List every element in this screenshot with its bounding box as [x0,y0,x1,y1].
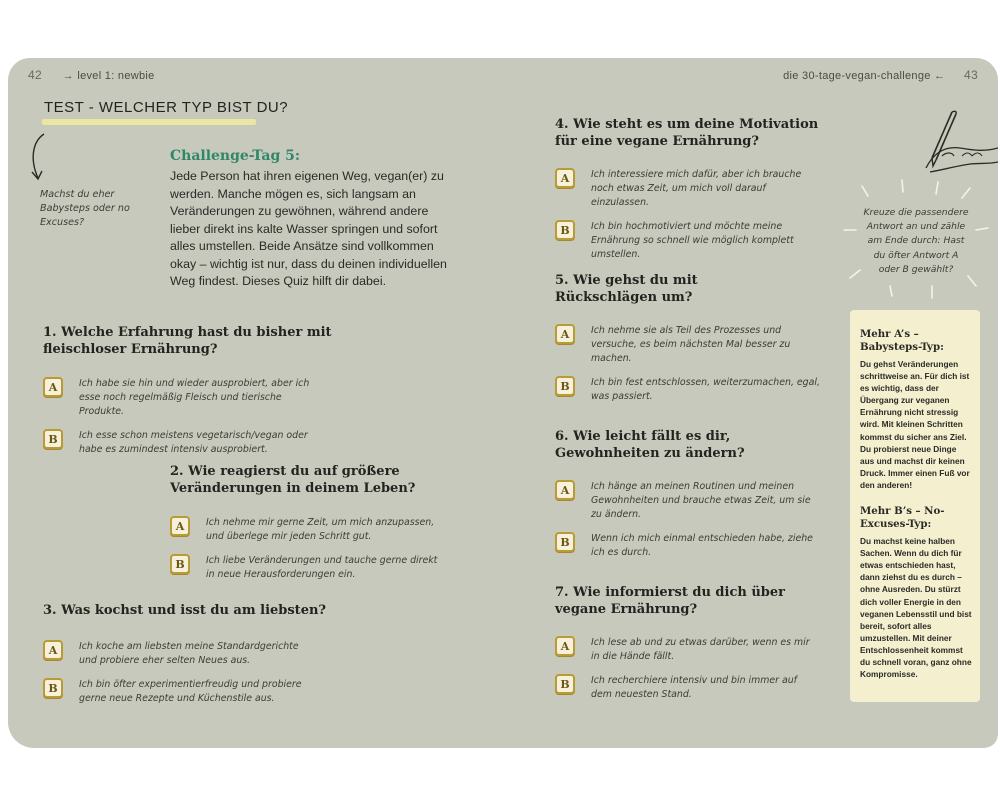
option-text: Ich habe sie hin und wieder ausprobiert, aber ich esse noch regelmäßig Fleisch und tierische Produkte. [79,378,310,417]
option-a[interactable] [555,636,835,664]
option-a[interactable] [555,324,835,366]
challenge-text: Jede Person hat ihren eigenen Weg, vegan(er) zu werden. Manche mögen es, sich langsam an Veränderungen zu gewöhnen, während andere lieber direkt ins kalte Wasser springen und sofort alles umstellen. Beide Ansätze sind vollkommen okay – wichtig ist nur, dass du deinen individuellen Weg findest. Dieses Quiz hilft dir dabei. [170,169,447,288]
question-3 [43,602,363,706]
question-text: 2. Wie reagierst du auf größere Veränderungen in deinem Leben? [170,464,416,496]
result-b-text: Du machst keine halben Sachen. Wenn du dich für etwas entschieden hast, dann ziehst du es durch – ohne Ausreden. Du stürzt dich voller Energie in den veganen Lebensstil und bist bereit, sofort alles umzustellen. Mit deiner Entschlossenheit kommst du schnell voran, ganz ohne Kompromisse. [860,536,972,680]
right-running-title: die 30-tage-vegan-challenge ← [783,70,946,82]
option-text: Ich nehme mir gerne Zeit, um mich anzupassen, und überlege mir jeden Schritt gut. [206,517,435,542]
option-a[interactable] [43,377,363,419]
writing-hand-icon [912,108,998,180]
left-running-title: → level 1: newbie [62,70,155,82]
answer-b-checkbox[interactable]: B [555,376,575,396]
result-a-text: Du gehst Veränderungen schrittweise an. Für dich ist es wichtig, dass der Übergang zur veganen Ernährung nicht stressig wird. Mit kleinen Schritten kommst du sicher ans Ziel. Du probierst neue Dinge aus und machst dir keinen Druck. Immer einen Fuß vor den anderen! [860,359,970,490]
answer-a-checkbox[interactable]: A [170,516,190,536]
question-text: 4. Wie steht es um deine Motivation für eine vegane Ernährung? [555,117,819,149]
result-b-title: Mehr B’s – No-Excuses-Typ: [860,505,945,531]
option-text: Ich lese ab und zu etwas darüber, wenn es mir in die Hände fällt. [591,637,810,662]
question-1 [43,324,363,457]
option-text: Ich nehme sie als Teil des Prozesses und versuche, es beim nächsten Mal besser zu machen. [591,325,791,364]
title-highlight [42,119,256,125]
option-a[interactable] [555,168,835,210]
question-7 [555,584,835,702]
option-b[interactable] [555,220,835,262]
question-6 [555,428,835,560]
answer-b-checkbox[interactable]: B [555,674,575,694]
answer-b-checkbox[interactable]: B [43,429,63,449]
option-text: Wenn ich mich einmal entschieden habe, ziehe ich es durch. [591,533,813,558]
page-title: TEST - WELCHER TYP BIST DU? [44,99,289,116]
question-text: 5. Wie gehst du mit Rückschlägen um? [555,273,698,305]
question-text: 3. Was kochst und isst du am liebsten? [43,603,327,618]
option-text: Ich liebe Veränderungen und tauche gerne direkt in neue Herausforderungen ein. [206,555,438,580]
answer-a-checkbox[interactable]: A [555,636,575,656]
left-page-number: 42 [28,68,42,82]
question-4 [555,116,835,262]
question-2 [170,463,450,582]
question-text: 6. Wie leicht fällt es dir, Gewohnheiten zu ändern? [555,429,745,461]
option-text: Ich hänge an meinen Routinen und meinen Gewohnheiten und brauche etwas Zeit, um sie zu ändern. [591,481,811,520]
option-b[interactable] [43,678,363,706]
question-5 [555,272,835,404]
result-a-title: Mehr A’s – Babysteps-Typ: [860,328,944,353]
option-text: Ich bin hochmotiviert und möchte meine Ernährung so schnell wie möglich komplett umstellen. [591,221,794,260]
curved-arrow-icon [24,130,60,186]
option-text: Ich esse schon meistens vegetarisch/vegan oder habe es zumindest intensiv ausprobiert. [79,430,308,455]
option-text: Ich bin fest entschlossen, weiterzumachen, egal, was passiert. [591,377,820,402]
option-text: Ich interessiere mich dafür, aber ich brauche noch etwas Zeit, um mich voll darauf einzulassen. [591,169,802,208]
right-page-number: 43 [964,68,978,82]
left-folio [28,68,155,82]
answer-b-checkbox[interactable]: B [555,532,575,552]
answer-a-checkbox[interactable]: A [555,480,575,500]
answer-a-checkbox[interactable]: A [555,324,575,344]
option-a[interactable] [555,480,835,522]
question-text: 1. Welche Erfahrung hast du bisher mit fleischloser Ernährung? [43,325,332,357]
option-b[interactable] [43,429,363,457]
right-folio [783,68,978,82]
question-text: 7. Wie informierst du dich über vegane Ernährung? [555,585,786,617]
results-box [850,310,980,702]
option-b[interactable] [170,554,450,582]
answer-b-checkbox[interactable]: B [170,554,190,574]
answer-a-checkbox[interactable]: A [555,168,575,188]
option-text: Ich recherchiere intensiv und bin immer auf dem neuesten Stand. [591,675,797,700]
challenge-title: Challenge-Tag 5: [170,148,301,164]
answer-a-checkbox[interactable]: A [43,377,63,397]
option-a[interactable] [170,516,450,544]
option-b[interactable] [555,674,835,702]
option-text: Ich koche am liebsten meine Standardgerichte und probiere eher selten Neues aus. [79,641,299,666]
answer-b-checkbox[interactable]: B [43,678,63,698]
answer-a-checkbox[interactable]: A [43,640,63,660]
answer-b-checkbox[interactable]: B [555,220,575,240]
option-text: Ich bin öfter experimentierfreudig und probiere gerne neue Rezepte und Küchenstile aus. [79,679,302,704]
option-b[interactable] [555,532,835,560]
option-a[interactable] [43,640,363,668]
side-note-left: Machst du eher Babysteps oder no Excuses? [40,189,130,228]
side-note-right: Kreuze die passendere Antwort an und zähle am Ende durch: Hast du öfter Antwort A oder B gewählt? [863,207,969,275]
option-b[interactable] [555,376,835,404]
